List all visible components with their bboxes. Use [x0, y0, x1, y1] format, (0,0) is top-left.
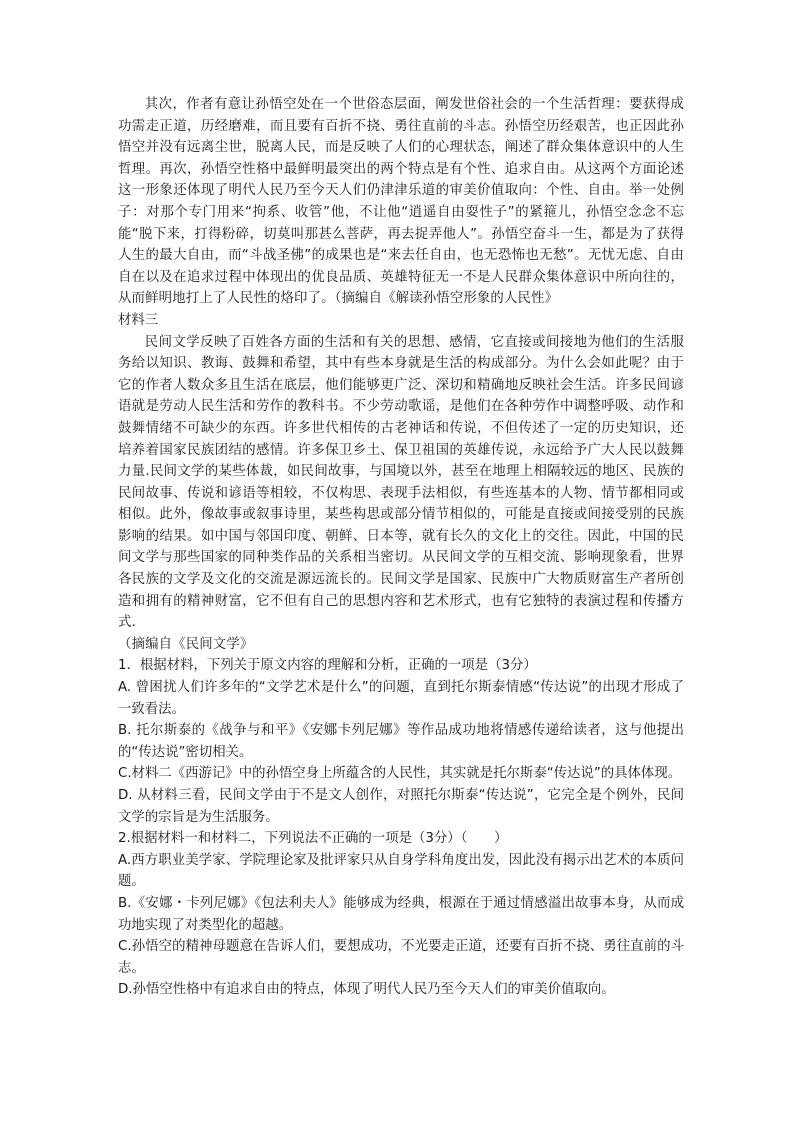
question-2-option-d: D.孙悟空性格中有追求自由的特点，体现了明代人民乃至今天人们的审美价值取向。	[118, 982, 615, 998]
question-2-option-c: C.孙悟空的精神母题意在告诉人们，要想成功，不光要走正道，还要有百折不挠、勇往直前的斗志。	[118, 939, 684, 976]
question-1-stem: 1．根据材料，下列关于原文内容的理解和分析，正确的一项是（3分）	[118, 658, 537, 674]
material3-heading: 材料三	[118, 312, 159, 328]
question-1-option-a: A. 曾困扰人们许多年的“文学艺术是什么”的问题，直到托尔斯泰情感“传达说”的出现才形成了一致看法。	[118, 680, 684, 717]
question-2-option-a: A.西方职业美学家、学院理论家及批评家只从自身学科角度出发，因此没有揭示出艺术的本质问题。	[118, 852, 684, 890]
document-page	[118, 94, 684, 1001]
material2-paragraph: 其次，作者有意让孙悟空处在一个世俗态层面，阐发世俗社会的一个生活哲理：要获得成功需走正道，历经磨难，而且要有百折不挠、勇往直前的斗志。孙悟空历经艰苦，也正因此孙悟空并没有远离尘世，脱离人民，而是反映了人们的心理状态，阐述了群众集体意识中的人生哲理。再次，孙悟空性格中最鲜明最突出的两个特点是有个性、追求自由。从这两个方面论述这一形象还体现了明代人民乃至今天人们仍津津乐道的审美价值取向：个性、自由。举一处例子：对那个专门用来“拘系、收管”他，不让他“逍遥自由耍性子”的紧箍儿，孙悟空念念不忘能“脱下来，打得粉碎，切莫叫那甚么菩萨，再去捉弄他人”。孙悟空奋斗一生，都是为了获得人生的最大自由，而“斗战圣佛”的成果也是“来去任自由，也无恐怖也无愁”。无忧无虑、自由自在以及在追求过程中体现出的优良品质、英雄特征无一不是人民群众集体意识中所向往的，从而鲜明地打上了人民性的烙印了。（摘编自《解读孙悟空形象的人民性》	[118, 97, 684, 307]
question-1-option-d: D. 从材料三看，民间文学由于不是文人创作，对照托尔斯泰“传达说”，它完全是个例外，民间文学的宗旨是为生活服务。	[118, 788, 684, 825]
question-1-option-c: C.材料二《西游记》中的孙悟空身上所蕴含的人民性，其实就是托尔斯泰“传达说”的具体体现。	[118, 766, 682, 782]
question-2-stem: 2.根据材料一和材料二，下列说法不正确的一项是（3分）（ ）	[118, 831, 508, 847]
material3-paragraph: 民间文学反映了百姓各方面的生活和有关的思想、感情，它直接或间接地为他们的生活服务给以知识、教诲、鼓舞和希望，其中有些本身就是生活的构成部分。为什么会如此呢？由于它的作者人数众多且生活在底层，他们能够更广泛、深切和精确地反映社会生活。许多民间谚语就是劳动人民生活和劳作的教科书。不少劳动歌谣，是他们在各种劳作中调整呼吸、动作和鼓舞情绪不可缺少的东西。许多世代相传的古老神话和传说，不但传述了一定的历史知识，还培养着国家民族团结的感情。许多保卫乡土、保卫祖国的英雄传说，永远给予广大人民以鼓舞力量.民间文学的某些体裁，如民间故事，与国境以外，甚至在地理上相隔较远的地区、民族的民间故事、传说和谚语等相较，不仅构思、表现手法相似，有些连基本的人物、情节都相同或相似。此外，像故事或叙事诗里，某些构思或部分情节相似的，可能是直接或间接受别的民族影响的结果。如中国与邻国印度、朝鲜、日本等，就有长久的文化上的交往。因此，中国的民间文学与那些国家的同种类作品的关系相当密切。从民间文学的互相交流、影响现象看，世界各民族的文学及文化的交流是源远流长的。民间文学是国家、民族中广大物质财富生产者所创造和拥有的精神财富，它不但有自己的思想内容和艺术形式，也有它独特的表演过程和传播方式.	[118, 334, 684, 631]
material3-source: （摘编自《民间文学》	[118, 636, 254, 652]
question-1-option-b: B. 托尔斯泰的《战争与和平》《安娜卡列尼娜》等作品成功地将情感传递给读者，这与他提出的“传达说”密切相关。	[118, 723, 684, 760]
question-2-option-b: B.《安娜・卡列尼娜》《包法利夫人》能够成为经典，根源在于通过情感溢出故事本身，从而成功地实现了对类型化的超越。	[118, 895, 684, 933]
